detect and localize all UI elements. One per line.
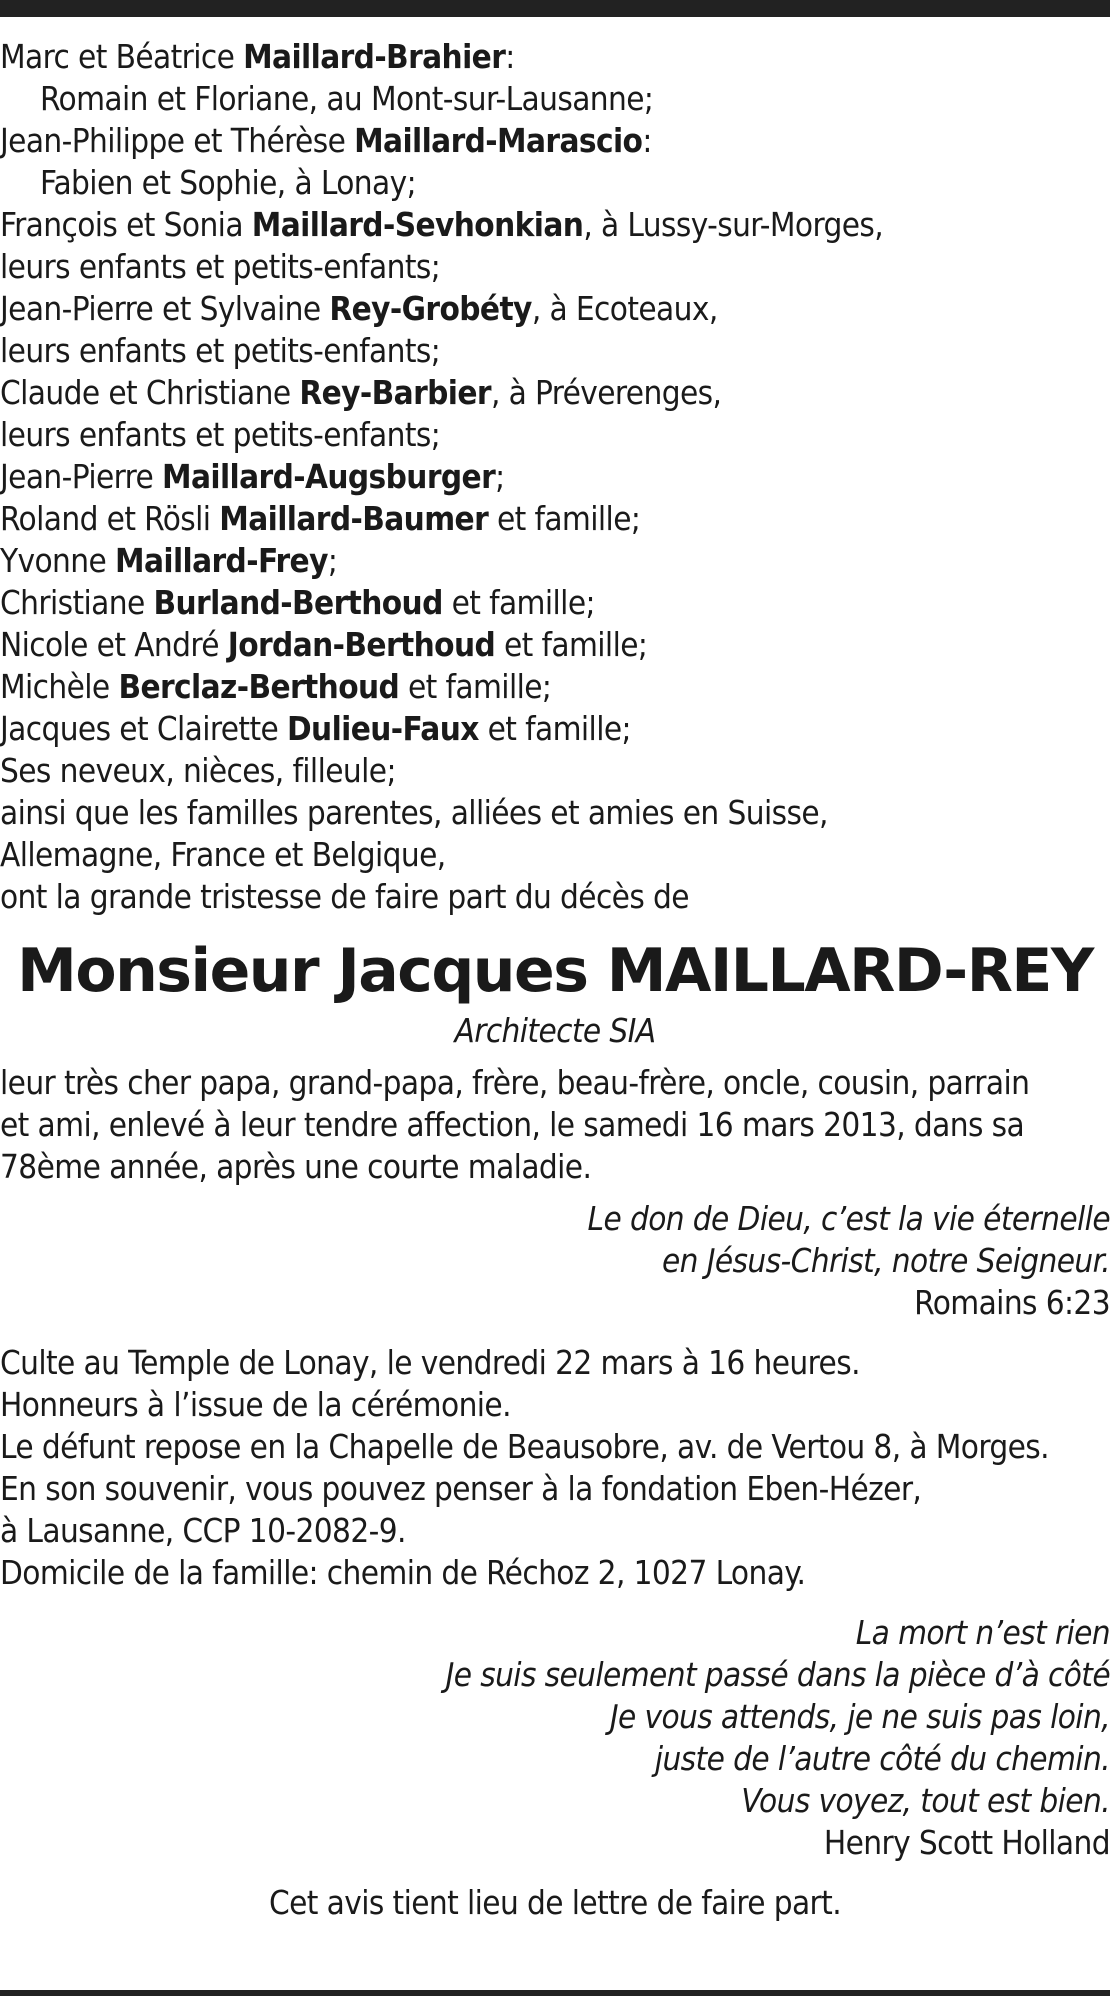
family-surname: Burland-Berthoud (153, 583, 443, 622)
poem-line: La mort n’est rien (855, 1613, 1110, 1652)
family-suffix: et famille; (488, 499, 641, 538)
info-line: Culte au Temple de Lonay, le vendredi 22 mars à 16 heures. (0, 1343, 860, 1382)
verse-line: en Jésus-Christ, notre Seigneur. (661, 1241, 1110, 1280)
family-line (0, 498, 1110, 540)
family-line (0, 834, 1110, 876)
family-line (0, 456, 1110, 498)
ceremony-info (0, 1342, 1110, 1594)
family-text: Claude et Christiane (0, 373, 300, 412)
family-suffix: et famille; (478, 709, 631, 748)
family-surname: Maillard-Frey (115, 541, 328, 580)
family-suffix: et famille; (442, 583, 595, 622)
family-text: ont la grande tristesse de faire part du décès de (0, 877, 689, 916)
bible-verse (0, 1198, 1110, 1282)
family-line (0, 330, 1110, 372)
family-surname: Maillard-Marascio (354, 121, 643, 160)
family-line (0, 792, 1110, 834)
family-text: François et Sonia (0, 205, 252, 244)
family-surname: Berclaz-Berthoud (118, 667, 400, 706)
family-suffix: et famille; (495, 625, 648, 664)
family-text: leurs enfants et petits-enfants; (0, 247, 441, 286)
family-suffix: et famille; (399, 667, 552, 706)
poem (0, 1612, 1110, 1822)
family-text: Jacques et Clairette (0, 709, 287, 748)
poem-line: Vous voyez, tout est bien. (741, 1781, 1110, 1820)
family-line (0, 750, 1110, 792)
profession: Architecte SIA (454, 1011, 656, 1050)
family-text: Jean-Philippe et Thérèse (0, 121, 355, 160)
family-surname: Rey-Barbier (299, 373, 491, 412)
family-line (0, 204, 1110, 246)
family-text: Christiane (0, 583, 154, 622)
info-line: Honneurs à l’issue de la cérémonie. (0, 1385, 511, 1424)
family-text: ainsi que les familles parentes, alliées et amies en Suisse, (0, 793, 828, 832)
info-line: Domicile de la famille: chemin de Réchoz 2, 1027 Lonay. (0, 1553, 806, 1592)
obituary-notice (0, 36, 1110, 1924)
poem-line: juste de l’autre côté du chemin. (654, 1739, 1110, 1778)
bottom-rule (0, 1990, 1110, 1996)
family-suffix: ; (327, 541, 338, 580)
family-text: Ses neveux, nièces, filleule; (0, 751, 396, 790)
family-text: Nicole et André (0, 625, 228, 664)
family-suffix: , à Lussy-sur-Morges, (583, 205, 884, 244)
family-surname: Rey-Grobéty (329, 289, 532, 328)
description-line: 78ème année, après une courte maladie. (0, 1147, 592, 1186)
family-text: Marc et Béatrice (0, 37, 244, 76)
family-surname: Maillard-Sevhonkian (251, 205, 584, 244)
family-text: leurs enfants et petits-enfants; (0, 331, 441, 370)
family-line (0, 288, 1110, 330)
family-text: Yvonne (0, 541, 115, 580)
family-line (0, 582, 1110, 624)
family-text: Jean-Pierre (0, 457, 163, 496)
family-line (0, 540, 1110, 582)
family-list (0, 36, 1110, 918)
family-line (0, 36, 1110, 78)
poem-line: Je vous attends, je ne suis pas loin, (609, 1697, 1110, 1736)
info-line: à Lausanne, CCP 10-2082-9. (0, 1511, 406, 1550)
family-surname: Jordan-Berthoud (227, 625, 496, 664)
family-suffix: ; (495, 457, 505, 496)
poem-line: Je suis seulement passé dans la pièce d’à côté (445, 1655, 1110, 1694)
family-suffix: , à Ecoteaux, (531, 289, 718, 328)
family-text: Roland et Rösli (0, 499, 220, 538)
family-surname: Dulieu-Faux (286, 709, 479, 748)
family-surname: Maillard-Augsburger (162, 457, 496, 496)
family-line (0, 876, 1110, 918)
description-line: leur très cher papa, grand-papa, frère, beau-frère, oncle, cousin, parrain (0, 1063, 1030, 1102)
family-suffix: : (505, 37, 515, 76)
family-text: Michèle (0, 667, 119, 706)
poem-author: Henry Scott Holland (823, 1823, 1110, 1862)
family-line (0, 414, 1110, 456)
family-text: Romain et Floriane, au Mont-sur-Lausanne; (40, 79, 654, 118)
info-line: En son souvenir, vous pouvez penser à la fondation Eben-Hézer, (0, 1469, 922, 1508)
family-text: Fabien et Sophie, à Lonay; (40, 163, 416, 202)
description (0, 1062, 1110, 1188)
verse-reference: Romains 6:23 (914, 1283, 1110, 1322)
family-line (0, 120, 1110, 162)
family-suffix: , à Préverenges, (490, 373, 722, 412)
family-text: leurs enfants et petits-enfants; (0, 415, 441, 454)
family-text: Jean-Pierre et Sylvaine (0, 289, 330, 328)
closing-note: Cet avis tient lieu de lettre de faire part. (268, 1883, 842, 1922)
deceased-name: Monsieur Jacques MAILLARD-REY (17, 936, 1093, 1006)
family-surname: Maillard-Brahier (243, 37, 506, 76)
family-line (0, 666, 1110, 708)
family-line (0, 372, 1110, 414)
family-surname: Maillard-Baumer (219, 499, 489, 538)
verse-line: Le don de Dieu, c’est la vie éternelle (587, 1199, 1110, 1238)
family-text: Allemagne, France et Belgique, (0, 835, 446, 874)
description-line: et ami, enlevé à leur tendre affection, le samedi 16 mars 2013, dans sa (0, 1105, 1025, 1144)
family-line (0, 624, 1110, 666)
family-suffix: : (642, 121, 652, 160)
family-line (0, 708, 1110, 750)
family-line (0, 162, 1110, 204)
info-line: Le défunt repose en la Chapelle de Beausobre, av. de Vertou 8, à Morges. (0, 1427, 1050, 1466)
top-rule (0, 0, 1110, 17)
family-line (0, 78, 1110, 120)
family-line (0, 246, 1110, 288)
